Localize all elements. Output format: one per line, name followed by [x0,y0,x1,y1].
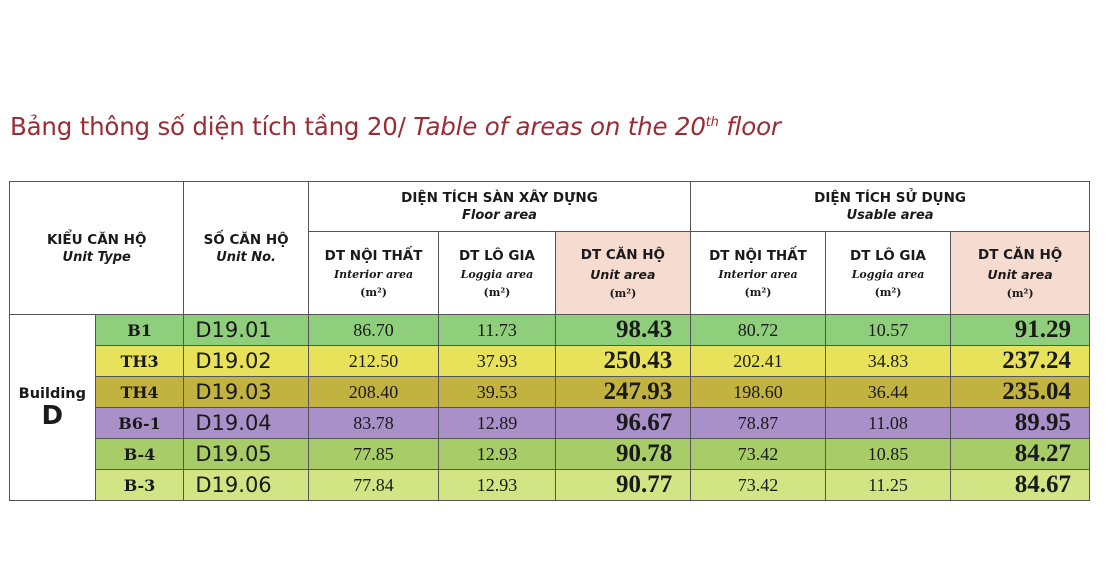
usable-loggia-area-header [825,232,950,315]
unit-no-header [184,182,308,315]
unit-type-header [10,182,184,315]
floor-unit-area-cell: 90.78 [555,439,691,470]
title-vietnamese: Bảng thông số diện tích tầng 20/ [10,112,406,141]
floor-loggia-cell: 37.93 [439,346,555,377]
sub-header-unit: (m²) [874,285,902,299]
sub-header-unit: (m²) [483,285,511,299]
usable-interior-cell: 80.72 [691,315,826,346]
floor-loggia-cell: 12.89 [439,408,555,439]
usable-unit-area-cell: 91.29 [951,315,1090,346]
sub-header-en: Loggia area [460,267,534,281]
usable-area-group-en: Usable area [846,208,934,223]
usable-unit-area-cell: 89.95 [951,408,1090,439]
floor-unit-area-cell: 96.67 [555,408,691,439]
usable-interior-cell: 73.42 [691,439,826,470]
floor-loggia-area-header [439,232,555,315]
area-table [9,181,1090,501]
usable-loggia-cell: 11.08 [825,408,950,439]
table-body [10,315,1090,501]
sub-header-vi: DT NỘI THẤT [709,247,807,264]
unit-no-cell: D19.03 [184,377,308,408]
unit-type-cell: TH4 [95,377,184,408]
floor-area-group-vi: DIỆN TÍCH SÀN XÂY DỰNG [401,190,598,206]
floor-interior-cell: 83.78 [308,408,439,439]
building-label: Building [18,385,87,402]
table-header [10,182,1090,315]
table-row [10,377,1090,408]
table-row [10,408,1090,439]
title-english-superscript: th [705,114,719,130]
sub-header-en: Loggia area [851,267,925,281]
floor-unit-area-cell: 250.43 [555,346,691,377]
usable-area-group-vi: DIỆN TÍCH SỬ DỤNG [814,190,967,206]
usable-loggia-cell: 34.83 [825,346,950,377]
sub-header-en: Unit area [590,266,656,282]
usable-loggia-cell: 11.25 [825,470,950,501]
table-row [10,439,1090,470]
table-row [10,315,1090,346]
unit-type-cell: TH3 [95,346,184,377]
table-row [10,470,1090,501]
title-english [413,112,780,141]
title-english-prefix: Table of areas on the 20 [413,112,706,141]
usable-loggia-cell: 36.44 [825,377,950,408]
floor-area-group-header [308,182,690,232]
table-row [10,346,1090,377]
unit-no-cell: D19.05 [184,439,308,470]
sub-header-unit: (m²) [744,285,772,299]
floor-interior-cell: 212.50 [308,346,439,377]
sub-header-unit: (m²) [360,285,387,299]
floor-interior-area-header [308,232,439,315]
unit-no-cell: D19.02 [184,346,308,377]
unit-type-cell: B1 [95,315,184,346]
unit-type-cell: B-3 [95,470,184,501]
unit-type-header-en: Unit Type [62,249,131,265]
usable-unit-area-cell: 235.04 [951,377,1090,408]
usable-loggia-cell: 10.57 [825,315,950,346]
sub-header-vi: DT LÔ GIA [850,247,926,264]
floor-unit-area-cell: 90.77 [555,470,691,501]
floor-interior-cell: 77.84 [308,470,439,501]
unit-no-header-vi: SỐ CĂN HỘ [203,231,289,248]
usable-interior-cell: 202.41 [691,346,826,377]
title-english-suffix: floor [726,112,781,141]
usable-unit-area-cell: 237.24 [951,346,1090,377]
unit-type-header-vi: KIỂU CĂN HỘ [46,231,147,248]
building-cell [10,315,96,501]
sub-header-vi: DT NỘI THẤT [324,247,423,264]
floor-loggia-cell: 12.93 [439,470,555,501]
floor-interior-cell: 77.85 [308,439,439,470]
sub-header-vi: DT CĂN HỘ [580,246,665,263]
usable-unit-area-header [951,232,1090,315]
unit-no-cell: D19.01 [184,315,308,346]
sub-header-vi: DT CĂN HỘ [977,246,1063,263]
unit-no-header-en: Unit No. [216,249,276,265]
floor-area-group-en: Floor area [462,208,537,223]
usable-loggia-cell: 10.85 [825,439,950,470]
floor-loggia-cell: 12.93 [439,439,555,470]
usable-interior-cell: 73.42 [691,470,826,501]
sub-header-unit: (m²) [609,286,637,300]
floor-unit-area-header [555,232,691,315]
floor-loggia-cell: 39.53 [439,377,555,408]
unit-no-cell: D19.04 [184,408,308,439]
usable-interior-cell: 78.87 [691,408,826,439]
unit-no-cell: D19.06 [184,470,308,501]
sub-header-en: Interior area [333,267,414,281]
floor-interior-cell: 86.70 [308,315,439,346]
building-letter: D [41,400,64,431]
sub-header-vi: DT LÔ GIA [458,247,535,264]
usable-interior-cell: 198.60 [691,377,826,408]
floor-interior-cell: 208.40 [308,377,439,408]
usable-interior-area-header [691,232,826,315]
usable-unit-area-cell: 84.27 [951,439,1090,470]
sub-header-en: Interior area [718,267,798,281]
usable-unit-area-cell: 84.67 [951,470,1090,501]
floor-unit-area-cell: 247.93 [555,377,691,408]
sub-header-en: Unit area [987,266,1053,282]
sub-header-unit: (m²) [1006,286,1034,300]
floor-loggia-cell: 11.73 [439,315,555,346]
usable-area-group-header [691,182,1090,232]
unit-type-cell: B6-1 [95,408,184,439]
unit-type-cell: B-4 [95,439,184,470]
floor-unit-area-cell: 98.43 [555,315,691,346]
page-title [10,112,781,141]
